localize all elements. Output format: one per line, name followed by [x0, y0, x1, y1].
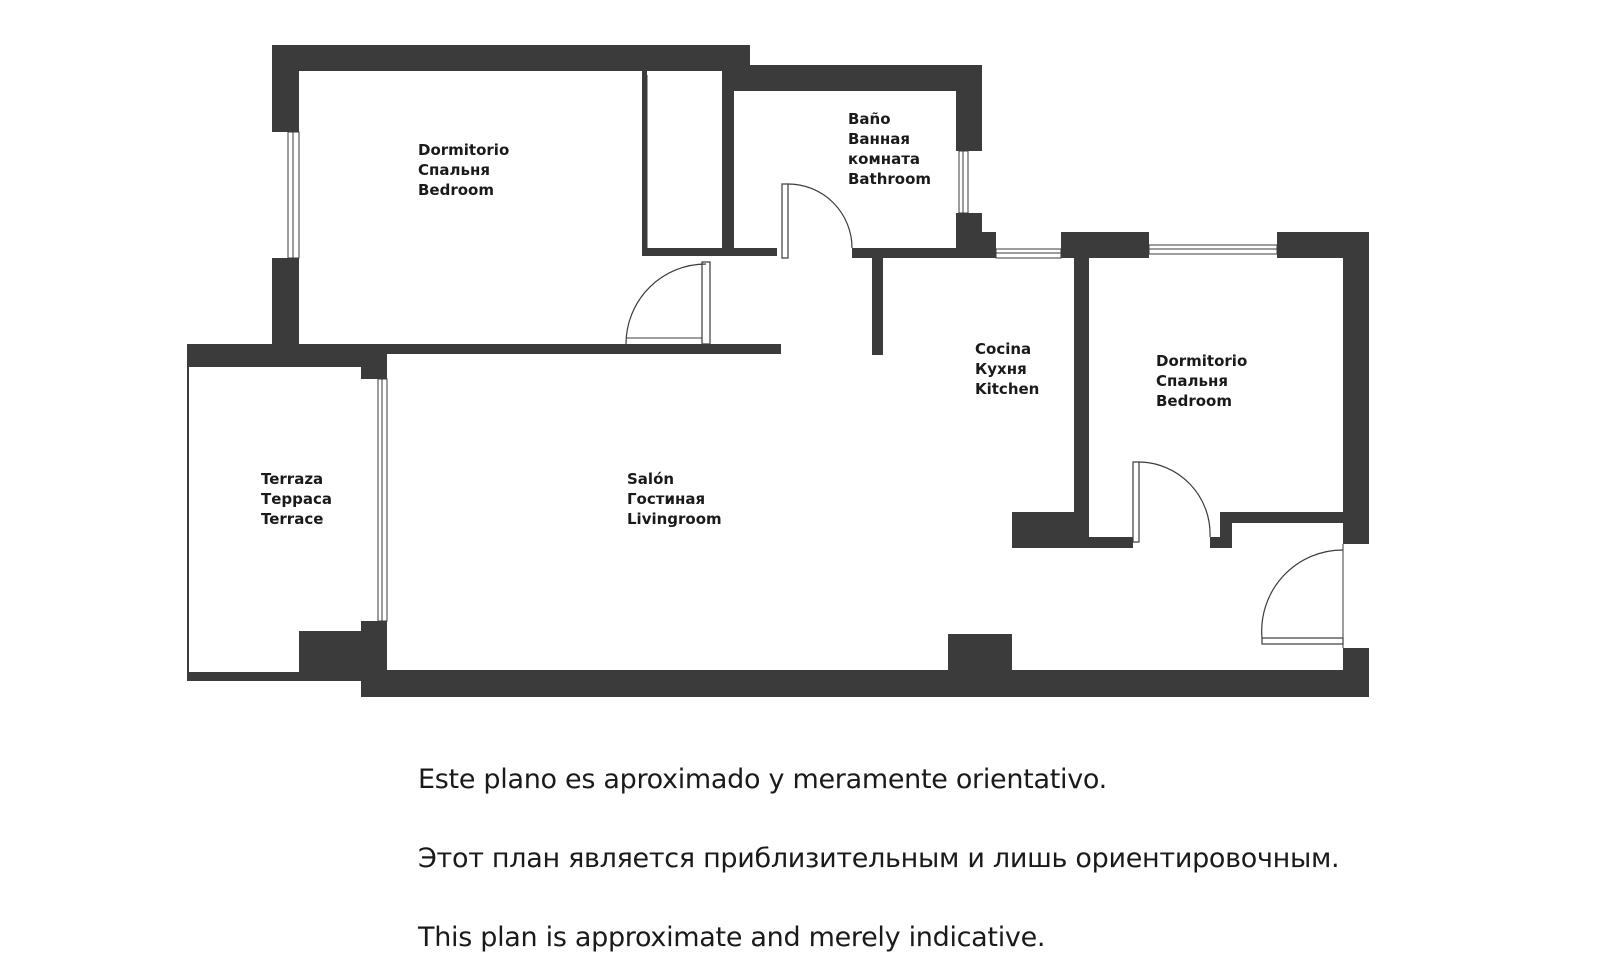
wall-top-bedroom: [272, 45, 750, 71]
wall-terrace-top: [187, 344, 387, 367]
door-bathroom: [782, 184, 788, 258]
wall-living-pillar: [948, 634, 1012, 674]
door-bedroom-2: [1133, 462, 1139, 542]
wall-bed2-left: [1074, 258, 1089, 548]
wall-kitchen-stub: [872, 258, 883, 355]
wall-living-bottom: [361, 670, 1369, 697]
label-kitchen: Cocina Кухня Kitchen: [975, 340, 1040, 398]
disclaimer-english: This plan is approximate and merely indicative.: [418, 922, 1046, 953]
label-terrace: Terraza Терраса Terrace: [261, 470, 333, 528]
wall-left-bedroom-upper: [272, 45, 299, 132]
label-bathroom: Baño Ванная комната Bathroom: [848, 110, 932, 188]
label-living-room: Salón Гостиная Livingroom: [627, 470, 722, 528]
wall-bath-right-upper: [956, 65, 982, 151]
label-bedroom-2: Dormitorio Спальня Bedroom: [1156, 352, 1248, 410]
wall-closet-door-jamb: [642, 71, 647, 251]
wall-left-bedroom-lower: [272, 258, 299, 350]
wall-bed2-right: [1343, 232, 1369, 544]
wall-bath-corner: [956, 232, 996, 258]
wall-closet-divider: [722, 71, 734, 251]
door-entrance: [1262, 638, 1343, 644]
wall-bed2-door-jamb-left: [1210, 537, 1230, 548]
label-bedroom-1: Dormitorio Спальня Bedroom: [418, 141, 510, 199]
wall-bed2-bottom-right: [1220, 512, 1343, 523]
disclaimer-spanish: Este plano es aproximado y meramente orientativo.: [418, 764, 1107, 795]
wall-corridor: [713, 344, 781, 354]
wall-terrace-bottom: [187, 672, 361, 681]
wall-east-bottom: [1343, 648, 1369, 697]
wall-bath-bottom-right: [852, 248, 958, 258]
wall-bed2-top-left: [1061, 232, 1149, 258]
walls: [187, 45, 1369, 697]
wall-closet-bottom: [642, 248, 777, 256]
wall-living-left-upper: [361, 354, 387, 379]
wall-bed2-bottom-mid: [1089, 537, 1133, 548]
door-bedroom-1: [702, 262, 710, 344]
wall-terrace-left: [187, 367, 189, 672]
wall-bath-top: [734, 65, 982, 91]
disclaimer-russian: Этот план является приблизительным и лишь ориентировочным.: [418, 843, 1340, 874]
wall-bed2-bottom-left: [1012, 512, 1089, 548]
